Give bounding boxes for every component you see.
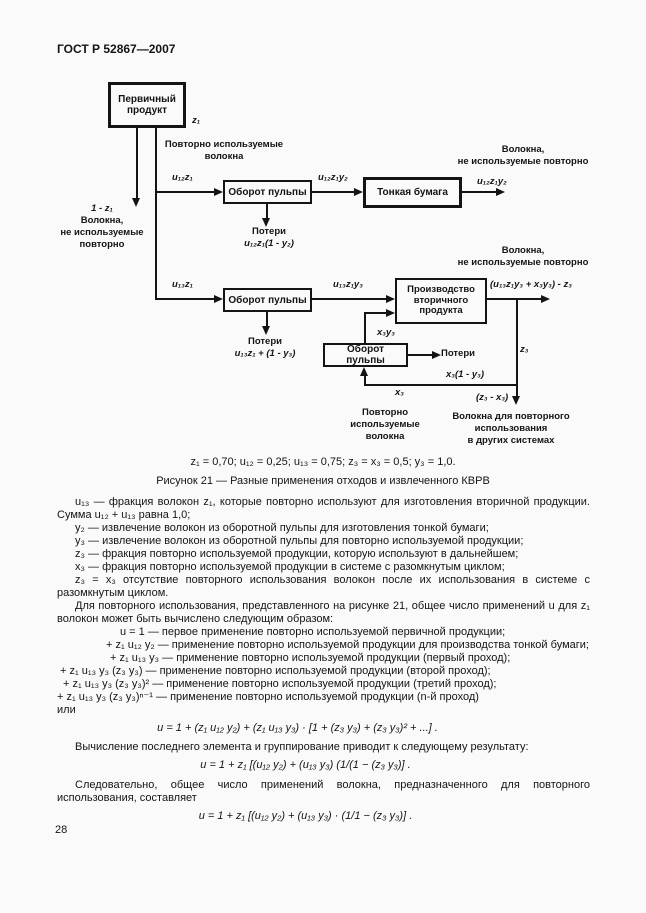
page-number: 28 (55, 824, 68, 836)
label-u13z1: u₁₃z₁ (172, 279, 193, 290)
connector-line (312, 298, 387, 300)
document-header: ГОСТ Р 52867—2007 (57, 42, 176, 56)
arrow-right-icon (354, 188, 363, 196)
box-pulp-circuit-1: Оборот пульпы (223, 180, 312, 204)
arrow-right-icon (496, 188, 505, 196)
label-u12z1y2-mid: u₁₂z₁y₂ (318, 172, 348, 183)
definition-z3-equals-x3: z₃ = x₃ отсутствие повторного использования волокон после их использования в системе с разомкнутым циклом. (57, 574, 590, 599)
text-not-reused-top: Волокна, не используемые повторно (457, 144, 589, 167)
arrow-right-icon (432, 351, 441, 359)
text-reused-fibers: Повторно используемые волокна (164, 139, 284, 162)
arrow-right-icon (214, 188, 223, 196)
text-not-reused-left: 1 - z₁ Волокна, не используемые повторно (60, 203, 144, 250)
label-x3-1-y3: x₃(1 - y₃) (446, 369, 485, 380)
text-other-systems: Волокна для повторного использования в других системах (452, 411, 570, 446)
series-item-2: + z₁ u₁₂ y₂ — применение повторно используемой продукции для производства тонкой бумаги; (106, 639, 589, 651)
arrow-right-icon (541, 295, 550, 303)
connector-line (462, 191, 497, 193)
definition-u13: u₁₃ — фракция волокон z₁, которые повторно используют для изготовления вторичной продукции. Сумма u₁₂ + u₁₃ равна 1,0; (57, 496, 590, 521)
definition-z3: z₃ — фракция повторно используемой продукции, которую используют в дальнейшем; (75, 548, 519, 560)
box-primary-product: Первичный продукт (108, 82, 186, 128)
connector-line (312, 191, 355, 193)
label-secondary-output: (u₁₃z₁y₃ + x₃y₃) - z₃ (490, 279, 572, 290)
text-loss-3: Потери (441, 348, 475, 359)
connector-line (136, 128, 138, 200)
arrow-right-icon (386, 295, 395, 303)
connector-line (364, 384, 518, 386)
box-pulp-circuit-2: Оборот пульпы (223, 288, 312, 312)
connector-line (155, 298, 215, 300)
text-not-reused-mid: Волокна, не используемые повторно (457, 245, 589, 268)
formula-final: u = 1 + z₁ [(u₁₂ y₂) + (u₁₃ y₃) · (1/1 − (z₃ y₃)] . (198, 810, 413, 822)
definition-x3: x₃ — фракция повторно используемой продукции в системе с разомкнутым циклом; (75, 561, 505, 573)
box-fine-paper: Тонкая бумага (363, 177, 462, 208)
label-x3y3: x₃y₃ (377, 327, 395, 338)
definition-y2: y₂ — извлечение волокон из оборотной пульпы для изготовления тонкой бумаги; (75, 522, 489, 534)
series-item-4: + z₁ u₁₃ y₃ (z₃ y₃) — применение повторно используемой продукции (второй проход); (60, 665, 491, 677)
or-word: или (57, 704, 76, 716)
label-u12z1y2-out: u₁₂z₁y₂ (477, 176, 507, 187)
label-u13z1y3: u₁₃z₁y₃ (333, 279, 363, 290)
text-loss-2: Потери u₁₃z₁ + (1 - y₃) (234, 336, 296, 359)
connector-line (516, 299, 518, 397)
box-pulp-circuit-3: Оборот пульпы (323, 343, 408, 367)
formula-grouped: u = 1 + z₁ [(u₁₂ y₂) + (u₁₃ y₃) (1/(1 − (z₃ y₃)] . (200, 759, 411, 771)
hence-note: Следовательно, общее число применений волокна, предназначенного для повторного использования, составляет (57, 779, 590, 804)
formula-sum: u = 1 + (z₁ u₁₂ y₂) + (z₁ u₁₃ y₃) · [1 + (z₃ y₃) + (z₃ y₃)² + ...] . (157, 722, 438, 734)
arrow-right-icon (214, 295, 223, 303)
text-reused-bottom: Повторно используемые волокна (350, 407, 420, 442)
arrow-up-icon (360, 367, 368, 376)
label-x3: x₃ (395, 387, 404, 398)
label-z1: z₁ (192, 115, 201, 126)
arrow-down-icon (262, 326, 270, 335)
connector-line (408, 354, 433, 356)
label-z3-minus-x3: (z₃ - x₃) (476, 392, 509, 403)
connector-line (155, 128, 157, 300)
connector-line (266, 312, 268, 327)
body-text (57, 496, 590, 823)
arrow-down-icon (512, 396, 520, 405)
series-item-5: + z₁ u₁₃ y₃ (z₃ y₃)² — применение повторно используемой продукции (третий проход); (63, 678, 497, 690)
figure-caption: Рисунок 21 — Разные применения отходов и извлеченного КВРВ (156, 475, 490, 487)
connector-line (364, 312, 366, 343)
label-z3: z₃ (520, 344, 529, 355)
label-u12z1: u₁₂z₁ (172, 172, 193, 183)
definition-y3: y₃ — извлечение волокон из оборотной пульпы для повторно используемой продукции; (75, 535, 524, 547)
connector-line (364, 312, 387, 314)
connector-line (266, 204, 268, 219)
connector-line (155, 191, 215, 193)
box-secondary-production: Производство вторичного продукта (395, 278, 487, 324)
figure-parameters: z₁ = 0,70; u₁₂ = 0,25; u₁₃ = 0,75; z₃ = x₃ = 0,5; y₃ = 1,0. (190, 456, 456, 468)
series-item-6: + z₁ u₁₃ y₃ (z₃ y₃)ⁿ⁻¹ — применение повторно используемой продукции (n-й проход) (57, 691, 479, 703)
text-loss-1: Потери u₁₂z₁(1 - y₂) (244, 226, 294, 249)
series-item-1: u = 1 — первое применение повторно используемой первичной продукции; (120, 626, 506, 638)
intro-paragraph: Для повторного использования, представленного на рисунке 21, общее число применений u для z₁ волокон может быть вычислено следующим образом: (57, 600, 590, 625)
connector-line (487, 298, 542, 300)
arrow-right-icon (386, 309, 395, 317)
calc-note: Вычисление последнего элемента и группирование приводит к следующему результату: (75, 741, 529, 753)
series-item-3: + z₁ u₁₃ y₃ — применение повторно используемой продукции (первый проход); (110, 652, 511, 664)
